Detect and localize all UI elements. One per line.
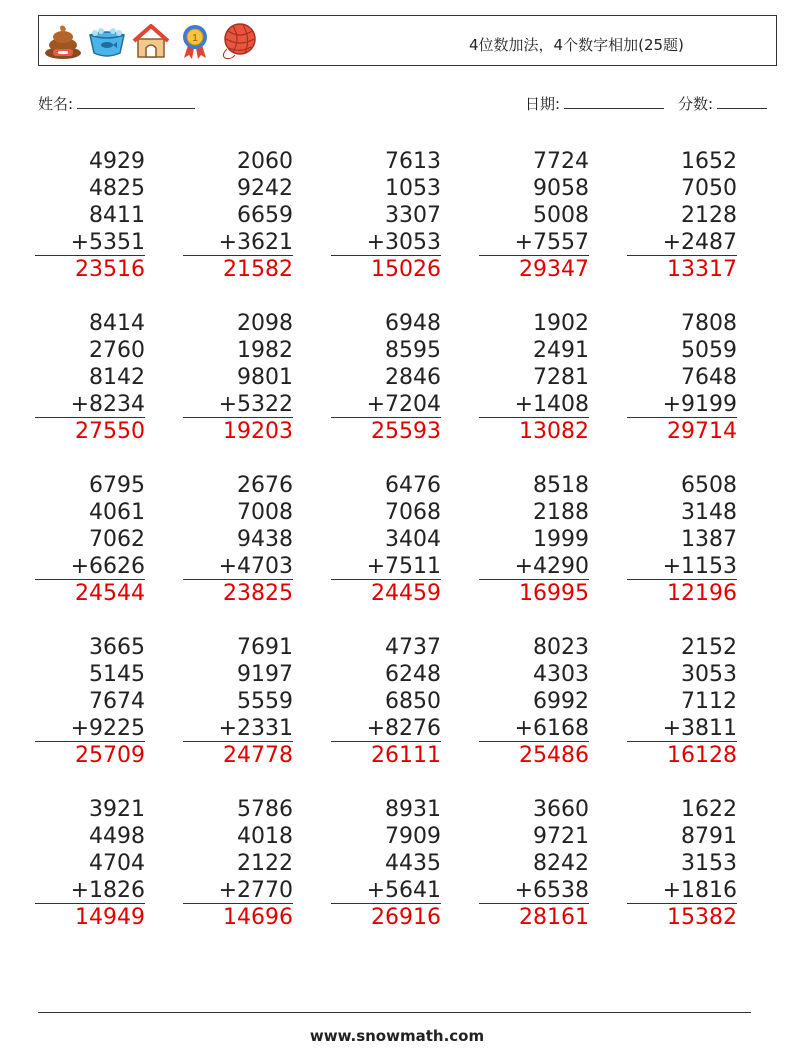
svg-text:1: 1 bbox=[192, 33, 198, 44]
addend: 1982 bbox=[237, 338, 293, 363]
score-blank[interactable] bbox=[717, 94, 767, 109]
addend: 4303 bbox=[533, 662, 589, 687]
problem-12 bbox=[183, 472, 293, 607]
addend: 3660 bbox=[533, 797, 589, 822]
addend: 3404 bbox=[385, 527, 441, 552]
addend: 4737 bbox=[385, 635, 441, 660]
addend: 4498 bbox=[89, 824, 145, 849]
answer: 26916 bbox=[371, 905, 441, 930]
problem-6 bbox=[35, 310, 145, 445]
addend-with-plus: +1816 bbox=[627, 877, 737, 904]
answer: 29714 bbox=[667, 419, 737, 444]
addend: 8931 bbox=[385, 797, 441, 822]
name-blank[interactable] bbox=[77, 94, 195, 109]
answer: 15026 bbox=[371, 257, 441, 282]
footer-divider bbox=[38, 1012, 751, 1013]
problem-23 bbox=[331, 796, 441, 931]
addend: 1999 bbox=[533, 527, 589, 552]
addend: 9721 bbox=[533, 824, 589, 849]
addend-with-plus: +2487 bbox=[627, 229, 737, 256]
addend: 3307 bbox=[385, 203, 441, 228]
worksheet-title: 4位数加法，4个数字相加(25题) bbox=[469, 36, 684, 54]
addend: 2152 bbox=[681, 635, 737, 660]
poop-icon bbox=[43, 21, 83, 61]
addend: 4435 bbox=[385, 851, 441, 876]
addend-with-plus: +9199 bbox=[627, 391, 737, 418]
problem-16 bbox=[35, 634, 145, 769]
addend-with-plus: +9225 bbox=[35, 715, 145, 742]
addend-with-plus: +2331 bbox=[183, 715, 293, 742]
addend: 4061 bbox=[89, 500, 145, 525]
problem-4 bbox=[479, 148, 589, 283]
addend-with-plus: +7511 bbox=[331, 553, 441, 580]
addend: 2676 bbox=[237, 473, 293, 498]
answer: 13082 bbox=[519, 419, 589, 444]
addend: 6948 bbox=[385, 311, 441, 336]
addend: 7674 bbox=[89, 689, 145, 714]
addend: 9058 bbox=[533, 176, 589, 201]
addend: 7008 bbox=[237, 500, 293, 525]
problem-18 bbox=[331, 634, 441, 769]
addend: 9197 bbox=[237, 662, 293, 687]
addend: 5059 bbox=[681, 338, 737, 363]
addend: 2760 bbox=[89, 338, 145, 363]
answer: 24778 bbox=[223, 743, 293, 768]
addend: 6795 bbox=[89, 473, 145, 498]
addend: 1652 bbox=[681, 149, 737, 174]
answer: 12196 bbox=[667, 581, 737, 606]
addend: 8023 bbox=[533, 635, 589, 660]
problem-24 bbox=[479, 796, 589, 931]
problem-10 bbox=[627, 310, 737, 445]
addend-with-plus: +4703 bbox=[183, 553, 293, 580]
answer: 24459 bbox=[371, 581, 441, 606]
addend: 3053 bbox=[681, 662, 737, 687]
problem-11 bbox=[35, 472, 145, 607]
addend: 5008 bbox=[533, 203, 589, 228]
yarn-ball-icon bbox=[219, 21, 259, 61]
addend: 1053 bbox=[385, 176, 441, 201]
footer-url: www.snowmath.com bbox=[309, 1027, 485, 1045]
addend: 3665 bbox=[89, 635, 145, 660]
addend: 2060 bbox=[237, 149, 293, 174]
problem-8 bbox=[331, 310, 441, 445]
date-blank[interactable] bbox=[564, 94, 664, 109]
problem-2 bbox=[183, 148, 293, 283]
addend: 3153 bbox=[681, 851, 737, 876]
addend-with-plus: +6626 bbox=[35, 553, 145, 580]
addend: 7691 bbox=[237, 635, 293, 660]
addend: 6508 bbox=[681, 473, 737, 498]
addend: 9438 bbox=[237, 527, 293, 552]
answer: 13317 bbox=[667, 257, 737, 282]
addend: 4018 bbox=[237, 824, 293, 849]
addend: 6248 bbox=[385, 662, 441, 687]
addend: 7613 bbox=[385, 149, 441, 174]
answer: 24544 bbox=[75, 581, 145, 606]
addend: 9242 bbox=[237, 176, 293, 201]
score-label: 分数: bbox=[678, 95, 714, 113]
problem-21 bbox=[35, 796, 145, 931]
answer: 28161 bbox=[519, 905, 589, 930]
addend-with-plus: +5351 bbox=[35, 229, 145, 256]
addend: 6850 bbox=[385, 689, 441, 714]
addend-with-plus: +3053 bbox=[331, 229, 441, 256]
addend: 2128 bbox=[681, 203, 737, 228]
addend: 8791 bbox=[681, 824, 737, 849]
addend-with-plus: +2770 bbox=[183, 877, 293, 904]
name-label: 姓名: bbox=[38, 95, 74, 113]
addend: 5786 bbox=[237, 797, 293, 822]
addend-with-plus: +4290 bbox=[479, 553, 589, 580]
addend-with-plus: +3811 bbox=[627, 715, 737, 742]
addend: 7112 bbox=[681, 689, 737, 714]
addend: 2098 bbox=[237, 311, 293, 336]
score-field[interactable] bbox=[678, 93, 767, 114]
answer: 14696 bbox=[223, 905, 293, 930]
addend-with-plus: +3621 bbox=[183, 229, 293, 256]
addend: 7724 bbox=[533, 149, 589, 174]
addend: 2491 bbox=[533, 338, 589, 363]
date-label: 日期: bbox=[525, 95, 561, 113]
problem-20 bbox=[627, 634, 737, 769]
answer: 15382 bbox=[667, 905, 737, 930]
addend: 9801 bbox=[237, 365, 293, 390]
fish-bowl-icon bbox=[87, 21, 127, 61]
addend-with-plus: +5641 bbox=[331, 877, 441, 904]
problem-3 bbox=[331, 148, 441, 283]
problem-7 bbox=[183, 310, 293, 445]
problem-15 bbox=[627, 472, 737, 607]
addend: 7068 bbox=[385, 500, 441, 525]
addend: 8518 bbox=[533, 473, 589, 498]
addend: 2846 bbox=[385, 365, 441, 390]
addend: 7281 bbox=[533, 365, 589, 390]
addend-with-plus: +7204 bbox=[331, 391, 441, 418]
answer: 16995 bbox=[519, 581, 589, 606]
name-field[interactable] bbox=[38, 93, 195, 114]
problem-25 bbox=[627, 796, 737, 931]
problem-22 bbox=[183, 796, 293, 931]
addend: 3921 bbox=[89, 797, 145, 822]
addend-with-plus: +1153 bbox=[627, 553, 737, 580]
addend: 1902 bbox=[533, 311, 589, 336]
icon-strip bbox=[43, 21, 259, 61]
addend-with-plus: +6168 bbox=[479, 715, 589, 742]
answer: 27550 bbox=[75, 419, 145, 444]
medal-icon bbox=[175, 21, 215, 61]
answer: 16128 bbox=[667, 743, 737, 768]
addend-with-plus: +1408 bbox=[479, 391, 589, 418]
addend-with-plus: +7557 bbox=[479, 229, 589, 256]
dog-house-icon bbox=[131, 21, 171, 61]
addend: 7050 bbox=[681, 176, 737, 201]
answer: 19203 bbox=[223, 419, 293, 444]
addend: 2188 bbox=[533, 500, 589, 525]
answer: 14949 bbox=[75, 905, 145, 930]
addend: 5559 bbox=[237, 689, 293, 714]
addend: 4825 bbox=[89, 176, 145, 201]
problem-17 bbox=[183, 634, 293, 769]
addend: 2122 bbox=[237, 851, 293, 876]
addend: 6476 bbox=[385, 473, 441, 498]
answer: 21582 bbox=[223, 257, 293, 282]
addend: 8242 bbox=[533, 851, 589, 876]
addend: 1387 bbox=[681, 527, 737, 552]
addend: 4929 bbox=[89, 149, 145, 174]
answer: 23516 bbox=[75, 257, 145, 282]
problem-5 bbox=[627, 148, 737, 283]
addend: 1622 bbox=[681, 797, 737, 822]
addend: 7909 bbox=[385, 824, 441, 849]
addend: 8411 bbox=[89, 203, 145, 228]
addend: 8414 bbox=[89, 311, 145, 336]
addend-with-plus: +8234 bbox=[35, 391, 145, 418]
answer: 25709 bbox=[75, 743, 145, 768]
addend: 7648 bbox=[681, 365, 737, 390]
addend: 7062 bbox=[89, 527, 145, 552]
addend: 3148 bbox=[681, 500, 737, 525]
addend-with-plus: +8276 bbox=[331, 715, 441, 742]
addend-with-plus: +6538 bbox=[479, 877, 589, 904]
answer: 25486 bbox=[519, 743, 589, 768]
addend: 7808 bbox=[681, 311, 737, 336]
date-field[interactable] bbox=[525, 93, 664, 114]
answer: 29347 bbox=[519, 257, 589, 282]
addend: 4704 bbox=[89, 851, 145, 876]
problem-9 bbox=[479, 310, 589, 445]
answer: 26111 bbox=[371, 743, 441, 768]
addend: 5145 bbox=[89, 662, 145, 687]
addend-with-plus: +1826 bbox=[35, 877, 145, 904]
answer: 25593 bbox=[371, 419, 441, 444]
addend: 6659 bbox=[237, 203, 293, 228]
answer: 23825 bbox=[223, 581, 293, 606]
problem-1 bbox=[35, 148, 145, 283]
addend: 8142 bbox=[89, 365, 145, 390]
addend-with-plus: +5322 bbox=[183, 391, 293, 418]
problem-19 bbox=[479, 634, 589, 769]
problem-13 bbox=[331, 472, 441, 607]
addend: 6992 bbox=[533, 689, 589, 714]
problem-14 bbox=[479, 472, 589, 607]
addend: 8595 bbox=[385, 338, 441, 363]
worksheet-header bbox=[38, 15, 777, 66]
